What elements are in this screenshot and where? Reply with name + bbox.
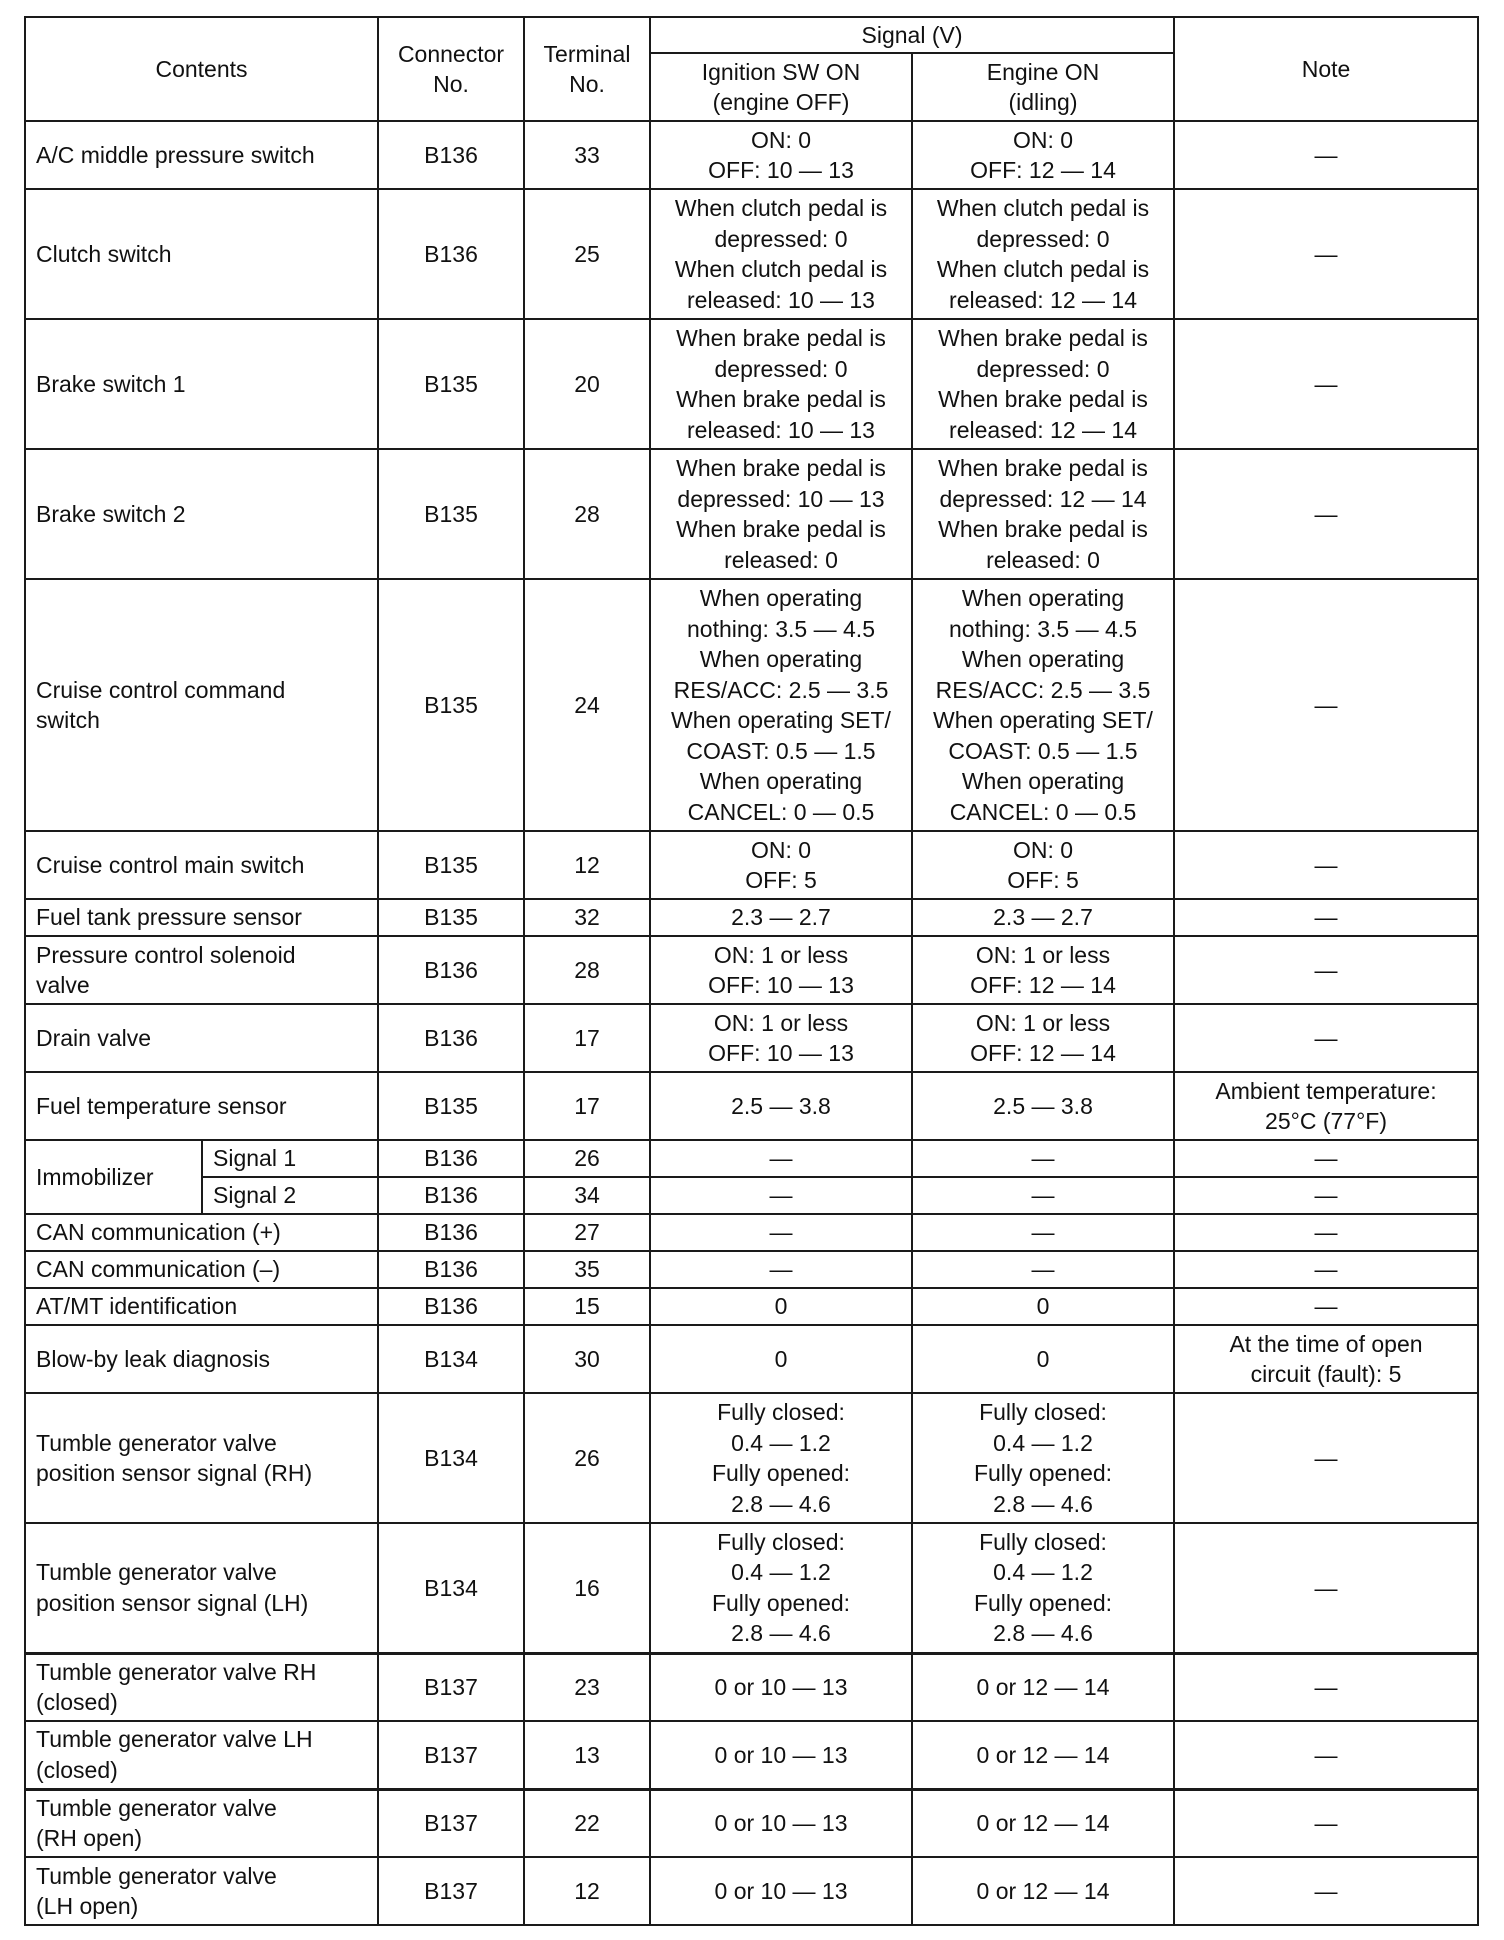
row-signal-engine: — [912, 1140, 1174, 1177]
row-contents: CAN communication (+) [25, 1214, 378, 1251]
table-row [25, 319, 1478, 449]
row-signal-engine: 0 or 12 — 14 [912, 1789, 1174, 1857]
row-connector: B136 [378, 1004, 524, 1072]
table-row [25, 1325, 1478, 1393]
row-signal-ignition: 2.3 — 2.7 [650, 899, 912, 936]
row-contents: A/C middle pressure switch [25, 121, 378, 189]
row-terminal: 25 [524, 189, 650, 319]
row-note: Ambient temperature: 25°C (77°F) [1174, 1072, 1478, 1140]
row-connector: B134 [378, 1523, 524, 1653]
row-signal-engine: ON: 0 OFF: 12 — 14 [912, 121, 1174, 189]
row-signal-ignition: ON: 0 OFF: 5 [650, 831, 912, 899]
table-row [25, 1721, 1478, 1789]
row-signal-ignition: 2.5 — 3.8 [650, 1072, 912, 1140]
row-note: — [1174, 831, 1478, 899]
row-contents: Clutch switch [25, 189, 378, 319]
row-terminal: 15 [524, 1288, 650, 1325]
row-terminal: 32 [524, 899, 650, 936]
row-contents: Blow-by leak diagnosis [25, 1325, 378, 1393]
row-note: — [1174, 189, 1478, 319]
table-row [25, 1393, 1478, 1523]
row-signal-ignition: When brake pedal is depressed: 10 — 13 When brake pedal is released: 0 [650, 449, 912, 579]
table-row [25, 579, 1478, 831]
row-note: — [1174, 1393, 1478, 1523]
table-row [25, 1072, 1478, 1140]
row-signal-engine: Fully closed: 0.4 — 1.2 Fully opened: 2.8 — 4.6 [912, 1393, 1174, 1523]
row-terminal: 33 [524, 121, 650, 189]
row-note: — [1174, 1140, 1478, 1177]
table-row [25, 449, 1478, 579]
row-note: — [1174, 1857, 1478, 1925]
row-note: — [1174, 1789, 1478, 1857]
row-contents: AT/MT identification [25, 1288, 378, 1325]
header-engine-on: Engine ON (idling) [912, 53, 1174, 121]
table-row [25, 1288, 1478, 1325]
row-note: — [1174, 121, 1478, 189]
row-connector: B135 [378, 1072, 524, 1140]
row-terminal: 30 [524, 1325, 650, 1393]
row-signal-engine: 2.5 — 3.8 [912, 1072, 1174, 1140]
row-signal-ignition: When brake pedal is depressed: 0 When brake pedal is released: 10 — 13 [650, 319, 912, 449]
row-connector: B136 [378, 1214, 524, 1251]
table-row [25, 936, 1478, 1004]
row-contents: Tumble generator valve position sensor signal (LH) [25, 1523, 378, 1653]
row-contents: Tumble generator valve LH (closed) [25, 1721, 378, 1789]
row-terminal: 13 [524, 1721, 650, 1789]
table-row [25, 1523, 1478, 1653]
row-terminal: 34 [524, 1177, 650, 1214]
row-signal-ignition: ON: 1 or less OFF: 10 — 13 [650, 1004, 912, 1072]
row-signal-ignition: When clutch pedal is depressed: 0 When clutch pedal is released: 10 — 13 [650, 189, 912, 319]
row-note: — [1174, 1177, 1478, 1214]
header-contents: Contents [25, 17, 378, 121]
row-contents: Pressure control solenoid valve [25, 936, 378, 1004]
row-contents: Tumble generator valve (LH open) [25, 1857, 378, 1925]
row-signal-ignition: ON: 0 OFF: 10 — 13 [650, 121, 912, 189]
row-contents: Brake switch 2 [25, 449, 378, 579]
row-note: — [1174, 1288, 1478, 1325]
row-connector: B136 [378, 936, 524, 1004]
table-row [25, 1653, 1478, 1721]
row-connector: B134 [378, 1325, 524, 1393]
row-signal-engine: When brake pedal is depressed: 12 — 14 When brake pedal is released: 0 [912, 449, 1174, 579]
row-connector: B136 [378, 121, 524, 189]
row-note: — [1174, 579, 1478, 831]
row-note: — [1174, 1721, 1478, 1789]
row-contents: Tumble generator valve position sensor signal (RH) [25, 1393, 378, 1523]
row-note: — [1174, 449, 1478, 579]
signal-table [24, 16, 1479, 1926]
row-connector: B137 [378, 1653, 524, 1721]
row-signal-ignition: 0 or 10 — 13 [650, 1857, 912, 1925]
row-terminal: 20 [524, 319, 650, 449]
row-connector: B137 [378, 1857, 524, 1925]
row-connector: B135 [378, 319, 524, 449]
row-signal-engine: 0 [912, 1288, 1174, 1325]
row-signal-engine: 0 or 12 — 14 [912, 1857, 1174, 1925]
row-contents: Fuel tank pressure sensor [25, 899, 378, 936]
row-contents-immobilizer: Immobilizer [25, 1140, 202, 1214]
row-connector: B135 [378, 579, 524, 831]
row-signal-engine: — [912, 1251, 1174, 1288]
row-signal-ignition: 0 or 10 — 13 [650, 1721, 912, 1789]
header-terminal: Terminal No. [524, 17, 650, 121]
row-connector: B134 [378, 1393, 524, 1523]
row-connector: B136 [378, 1251, 524, 1288]
table-row [25, 1140, 1478, 1177]
row-terminal: 26 [524, 1393, 650, 1523]
row-signal-engine: ON: 1 or less OFF: 12 — 14 [912, 1004, 1174, 1072]
row-signal-ignition: When operating nothing: 3.5 — 4.5 When operating RES/ACC: 2.5 — 3.5 When operating SET/ COAST: 0.5 — 1.5 When operating CANCEL: 0 — 0.5 [650, 579, 912, 831]
row-signal-engine: 0 or 12 — 14 [912, 1653, 1174, 1721]
row-contents: Drain valve [25, 1004, 378, 1072]
row-signal-ignition: Fully closed: 0.4 — 1.2 Fully opened: 2.8 — 4.6 [650, 1523, 912, 1653]
row-contents: Cruise control command switch [25, 579, 378, 831]
row-connector: B137 [378, 1789, 524, 1857]
row-contents: Cruise control main switch [25, 831, 378, 899]
table-row [25, 1177, 1478, 1214]
row-subitem: Signal 2 [202, 1177, 378, 1214]
row-terminal: 26 [524, 1140, 650, 1177]
row-signal-ignition: — [650, 1251, 912, 1288]
header-signal: Signal (V) [650, 17, 1174, 53]
table-row [25, 831, 1478, 899]
row-signal-ignition: 0 [650, 1288, 912, 1325]
row-signal-ignition: — [650, 1140, 912, 1177]
table-row [25, 189, 1478, 319]
row-terminal: 23 [524, 1653, 650, 1721]
row-subitem: Signal 1 [202, 1140, 378, 1177]
row-terminal: 28 [524, 936, 650, 1004]
row-signal-ignition: Fully closed: 0.4 — 1.2 Fully opened: 2.8 — 4.6 [650, 1393, 912, 1523]
table-row [25, 1004, 1478, 1072]
row-terminal: 12 [524, 1857, 650, 1925]
row-signal-engine: — [912, 1214, 1174, 1251]
row-signal-engine: Fully closed: 0.4 — 1.2 Fully opened: 2.8 — 4.6 [912, 1523, 1174, 1653]
row-signal-engine: — [912, 1177, 1174, 1214]
row-contents: Tumble generator valve (RH open) [25, 1789, 378, 1857]
row-contents: Tumble generator valve RH (closed) [25, 1653, 378, 1721]
row-terminal: 16 [524, 1523, 650, 1653]
row-signal-engine: ON: 0 OFF: 5 [912, 831, 1174, 899]
row-signal-ignition: 0 or 10 — 13 [650, 1789, 912, 1857]
row-contents: CAN communication (–) [25, 1251, 378, 1288]
row-note: — [1174, 1004, 1478, 1072]
table-row [25, 899, 1478, 936]
header-note: Note [1174, 17, 1478, 121]
row-note: — [1174, 1523, 1478, 1653]
row-connector: B136 [378, 1288, 524, 1325]
row-signal-engine: 0 or 12 — 14 [912, 1721, 1174, 1789]
row-signal-engine: When brake pedal is depressed: 0 When brake pedal is released: 12 — 14 [912, 319, 1174, 449]
row-note: — [1174, 936, 1478, 1004]
row-signal-ignition: 0 or 10 — 13 [650, 1653, 912, 1721]
row-contents: Fuel temperature sensor [25, 1072, 378, 1140]
row-signal-ignition: — [650, 1214, 912, 1251]
header-connector: Connector No. [378, 17, 524, 121]
row-note: — [1174, 899, 1478, 936]
table-row [25, 1214, 1478, 1251]
row-signal-engine: 2.3 — 2.7 [912, 899, 1174, 936]
row-note: At the time of open circuit (fault): 5 [1174, 1325, 1478, 1393]
row-signal-engine: ON: 1 or less OFF: 12 — 14 [912, 936, 1174, 1004]
row-connector: B135 [378, 449, 524, 579]
row-note: — [1174, 1214, 1478, 1251]
row-note: — [1174, 319, 1478, 449]
row-connector: B135 [378, 831, 524, 899]
row-contents: Brake switch 1 [25, 319, 378, 449]
table-row [25, 121, 1478, 189]
table-row [25, 1789, 1478, 1857]
header-ignition-on: Ignition SW ON (engine OFF) [650, 53, 912, 121]
table-row [25, 1857, 1478, 1925]
row-connector: B135 [378, 899, 524, 936]
row-note: — [1174, 1251, 1478, 1288]
row-signal-ignition: 0 [650, 1325, 912, 1393]
row-note: — [1174, 1653, 1478, 1721]
table-row [25, 1251, 1478, 1288]
row-terminal: 27 [524, 1214, 650, 1251]
row-connector: B136 [378, 1140, 524, 1177]
row-terminal: 24 [524, 579, 650, 831]
row-signal-engine: When clutch pedal is depressed: 0 When clutch pedal is released: 12 — 14 [912, 189, 1174, 319]
row-terminal: 28 [524, 449, 650, 579]
row-signal-engine: When operating nothing: 3.5 — 4.5 When operating RES/ACC: 2.5 — 3.5 When operating SET/ COAST: 0.5 — 1.5 When operating CANCEL: 0 — 0.5 [912, 579, 1174, 831]
row-signal-engine: 0 [912, 1325, 1174, 1393]
row-signal-ignition: ON: 1 or less OFF: 10 — 13 [650, 936, 912, 1004]
row-connector: B136 [378, 1177, 524, 1214]
row-terminal: 17 [524, 1072, 650, 1140]
row-connector: B137 [378, 1721, 524, 1789]
row-connector: B136 [378, 189, 524, 319]
row-terminal: 12 [524, 831, 650, 899]
row-terminal: 35 [524, 1251, 650, 1288]
row-terminal: 22 [524, 1789, 650, 1857]
row-signal-ignition: — [650, 1177, 912, 1214]
row-terminal: 17 [524, 1004, 650, 1072]
